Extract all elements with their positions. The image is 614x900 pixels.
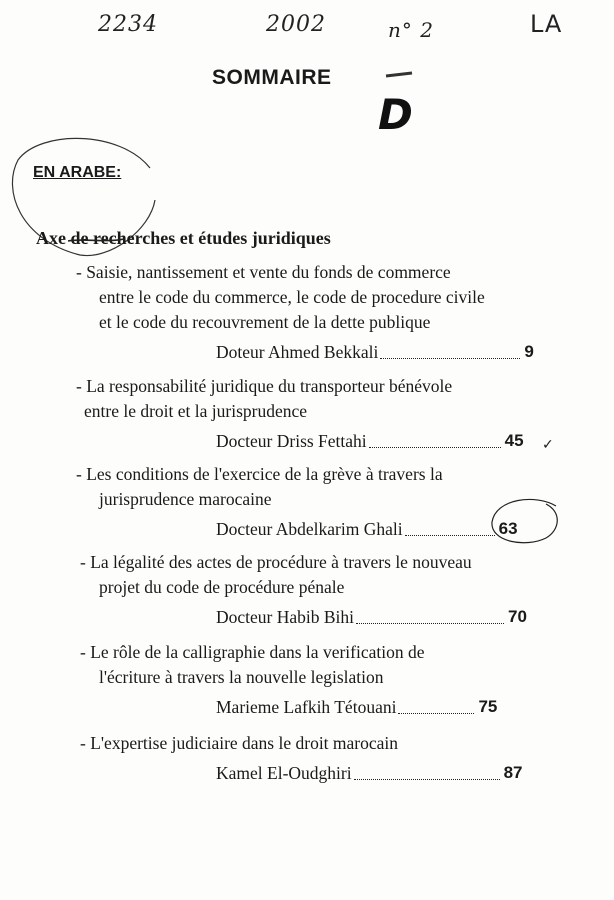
dot-leader (398, 697, 474, 714)
entry-title-line: l'écriture à travers la nouvelle legislation (99, 667, 384, 687)
author-row (216, 607, 527, 627)
dot-leader (354, 763, 500, 780)
page-number: 63 (498, 519, 518, 538)
page-number: 70 (508, 607, 527, 626)
author-row (216, 697, 497, 717)
author-name: Docteur Abdelkarim Ghali (216, 519, 403, 539)
entry-title-line: - La responsabilité juridique du transporteur bénévole (76, 376, 453, 396)
dot-leader (356, 607, 504, 624)
dot-leader (405, 519, 495, 536)
stamp-mark-icon (384, 70, 414, 80)
axis-heading: Axe de recherches et études juridiques (36, 228, 331, 248)
section-heading: EN ARABE: (33, 164, 122, 181)
page-number: 75 (478, 697, 498, 716)
author-row (216, 342, 534, 362)
author-name: Docteur Driss Fettahi (216, 431, 367, 451)
entry-title-line: - La légalité des actes de procédure à travers le nouveau (80, 552, 472, 572)
entry-title-line: - L'expertise judiciaire dans le droit marocain (80, 733, 399, 753)
author-name: Doteur Ahmed Bekkali (216, 342, 379, 362)
author-row (216, 763, 523, 783)
entry-title-line: jurisprudence marocaine (99, 489, 272, 509)
entry-title-line: - Saisie, nantissement et vente du fonds de commerce (76, 262, 451, 282)
dot-leader (369, 431, 501, 448)
entry-title-line: - Les conditions de l'exercice de la grève à travers la (76, 464, 443, 484)
handwritten-code: 2234 (98, 12, 158, 37)
author-name: Marieme Lafkih Tétouani (216, 697, 397, 717)
handwritten-initials: LA (530, 10, 563, 38)
author-name: Docteur Habib Bihi (216, 607, 355, 627)
author-row (216, 431, 524, 451)
page-number: 87 (503, 763, 523, 782)
entry-title-line: - Le rôle de la calligraphie dans la verification de (80, 642, 425, 662)
entry-title-line: entre le code du commerce, le code de procedure civile (99, 287, 485, 307)
entry-title-line: et le code du recouvrement de la dette publique (99, 312, 431, 332)
dot-leader (380, 342, 520, 359)
author-name: Kamel El-Oudghiri (216, 763, 352, 783)
page-title: SOMMAIRE (212, 66, 332, 89)
page-number: 45 (504, 431, 524, 450)
stamp-letter: D (378, 90, 413, 139)
handwritten-year: 2002 (266, 12, 326, 37)
entry-title-line: projet du code de procédure pénale (99, 577, 345, 597)
entry-title-line: entre le droit et la jurisprudence (84, 401, 308, 421)
author-row (216, 519, 518, 539)
check-mark-icon: ✓ (542, 437, 554, 453)
handwritten-number: n° 2 (388, 18, 434, 42)
page-number: 9 (524, 342, 534, 361)
